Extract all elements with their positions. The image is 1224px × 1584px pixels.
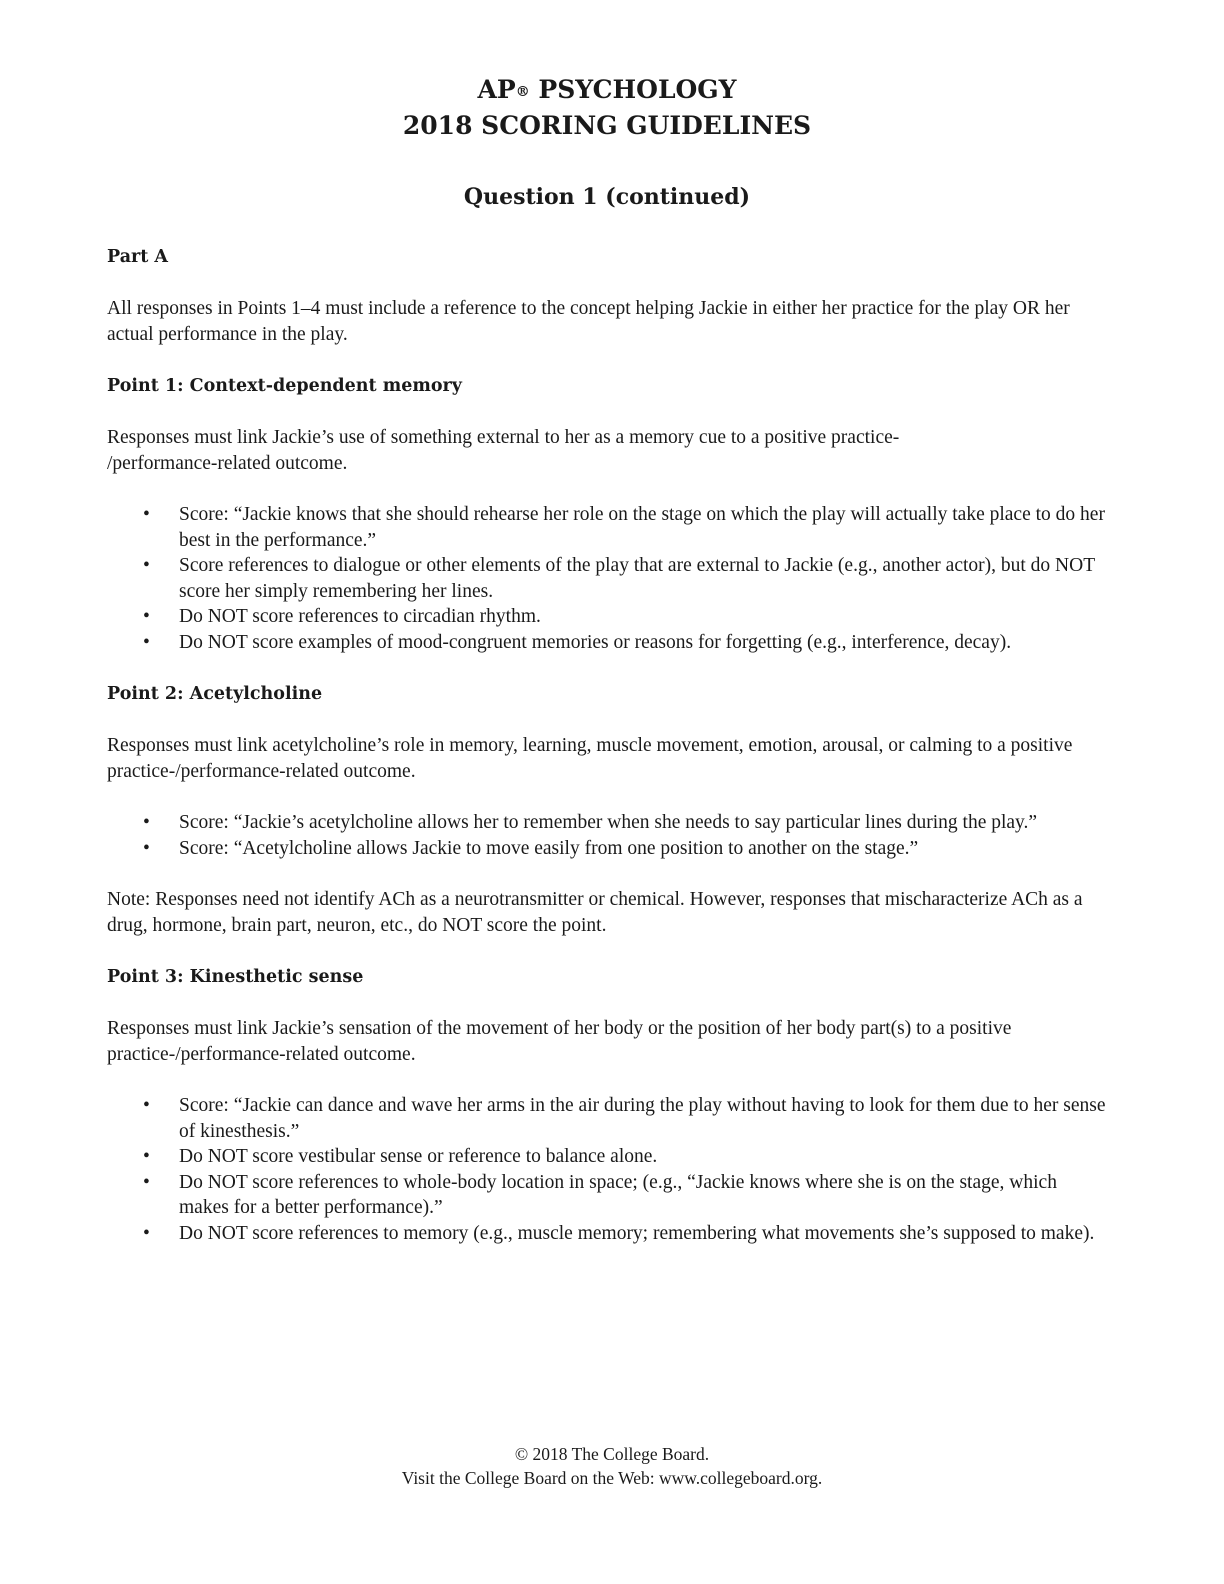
point2-bullet-list xyxy=(107,810,1107,861)
list-item: • Do NOT score references to memory (e.g., muscle memory; remembering what movements she’s supposed to make). xyxy=(107,1221,1107,1247)
point2-text: Responses must link acetylcholine’s role in memory, learning, muscle movement, emotion, arousal, or calming to a positive practice-/performance-related outcome. xyxy=(107,735,1073,782)
point3-heading: Point 3: Kinesthetic sense xyxy=(107,967,364,987)
question-subtitle: Question 1 (continued) xyxy=(463,184,751,210)
website-text: Visit the College Board on the Web: www.collegeboard.org. xyxy=(401,1468,823,1488)
list-item: • Score: “Jackie’s acetylcholine allows her to remember when she needs to say particular lines during the play.” xyxy=(107,810,1107,836)
list-item: • Do NOT score references to whole-body location in space; (e.g., “Jackie knows where she is on the stage, which makes for a better performance).” xyxy=(143,1171,1057,1218)
bullet-icon: • xyxy=(143,606,150,627)
list-item: • Do NOT score vestibular sense or reference to balance alone. xyxy=(107,1144,1107,1170)
list-item: • Score: “Jackie knows that she should rehearse her role on the stage on which the play will actually take place to do her best in the performance.” xyxy=(143,504,1105,551)
list-item: • Score references to dialogue or other elements of the play that are external to Jackie (e.g., another actor), but do NOT score her simply remembering her lines. xyxy=(143,555,1095,602)
point2-note: Note: Responses need not identify ACh as a neurotransmitter or chemical. However, responses that mischaracterize ACh as a drug, hormone, brain part, neuron, etc., do NOT score the point. xyxy=(107,889,1083,936)
point3-text: Responses must link Jackie’s sensation of the movement of her body or the position of her body part(s) to a positive practice-/performance-related outcome. xyxy=(107,1018,1012,1065)
list-item: • Score: “Acetylcholine allows Jackie to move easily from one position to another on the stage.” xyxy=(107,836,1107,862)
bullet-icon: • xyxy=(143,1171,150,1193)
list-item: • Score: “Jackie can dance and wave her arms in the air during the play without having to look for them due to her sense of kinesthesis.” xyxy=(143,1095,1106,1142)
point1-text: Responses must link Jackie’s use of something external to her as a memory cue to a positive practice- /performance-related outcome. xyxy=(107,427,900,474)
bullet-icon: • xyxy=(143,631,150,653)
bullet-icon: • xyxy=(143,555,150,576)
title-line1: AP® PSYCHOLOGY xyxy=(477,75,737,104)
scoring-guidelines-page xyxy=(107,72,1107,1246)
list-item: • Do NOT score references to circadian rhythm. xyxy=(107,604,1107,630)
bullet-icon: • xyxy=(143,837,150,859)
page-footer xyxy=(0,1442,1224,1490)
point1-heading: Point 1: Context-dependent memory xyxy=(107,376,462,396)
part-a-heading: Part A xyxy=(107,247,169,267)
list-item: • Do NOT score examples of mood-congruent memories or reasons for forgetting (e.g., interference, decay). xyxy=(107,630,1107,656)
bullet-icon: • xyxy=(143,812,150,833)
bullet-icon: • xyxy=(143,1095,150,1116)
bullet-icon: • xyxy=(143,1146,150,1167)
copyright-text: © 2018 The College Board. xyxy=(514,1444,710,1464)
registered-mark: ® xyxy=(515,84,530,100)
bullet-icon: • xyxy=(143,1222,150,1244)
point1-bullet-list xyxy=(107,502,1107,655)
document-title xyxy=(107,72,1107,144)
point2-heading: Point 2: Acetylcholine xyxy=(107,684,323,704)
point3-bullet-list xyxy=(107,1093,1107,1246)
title-line2: 2018 SCORING GUIDELINES xyxy=(402,111,812,140)
part-a-intro: All responses in Points 1–4 must include a reference to the concept helping Jackie in either her practice for the play OR her actual performance in the play. xyxy=(107,298,1070,345)
bullet-icon: • xyxy=(143,504,150,525)
